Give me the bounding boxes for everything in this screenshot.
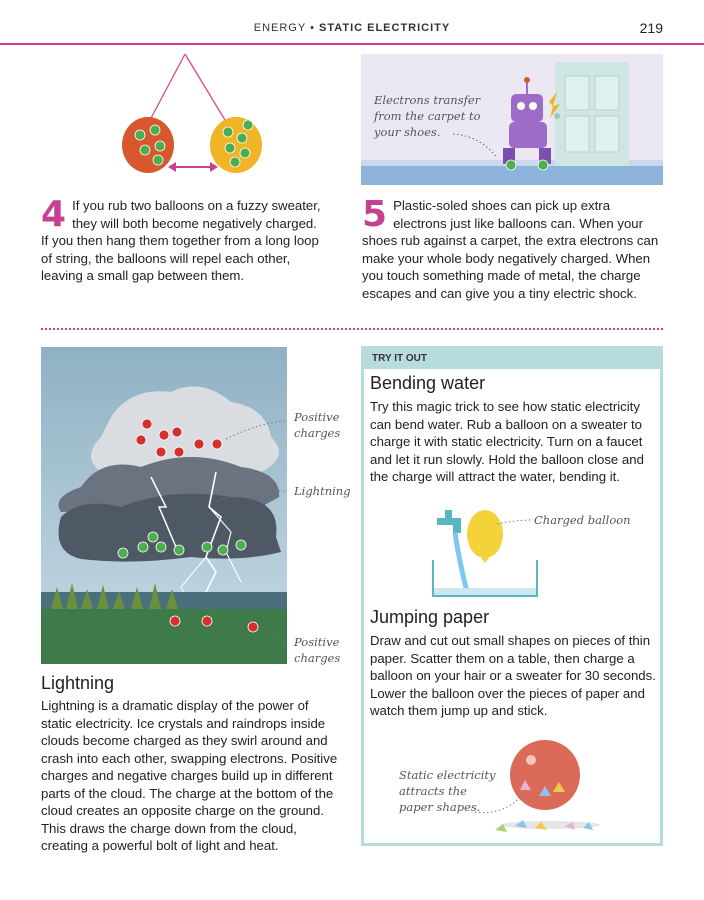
label-positive-charges-bottom: Positive charges <box>294 635 341 665</box>
header-rule <box>0 43 704 45</box>
jumping-paper-paragraph: Draw and cut out small shapes on pieces of thin paper. Scatter them on a table, then charge a balloon on your hair or a sweater for 30 seconds. Lower the balloon over the pieces of paper and watch them jump up and stick. <box>370 633 656 718</box>
bending-water-title: Bending water <box>370 373 486 393</box>
step-5-number: 5 <box>362 194 388 235</box>
lightning-storm-illustration <box>41 347 287 664</box>
section-name: ENERGY <box>253 22 306 34</box>
topic-name: STATIC ELECTRICITY <box>318 22 451 34</box>
try-it-out-heading: TRY IT OUT <box>364 349 660 369</box>
label-positive-charges-top: Positive charges <box>294 410 341 440</box>
jumping-paper-title: Jumping paper <box>370 607 490 627</box>
step-4-number: 4 <box>41 194 67 235</box>
charged-balloon-label: Charged balloon <box>534 513 631 527</box>
paper-shapes-label: Static electricity attracts the paper shapes. <box>399 768 496 814</box>
separator: • <box>310 22 315 34</box>
step-5-text: Plastic-soled shoes can pick up extra electrons just like balloons can. When your shoes rub against a carpet, the extra electrons can make your whole body negatively charged. When you touch something made of metal, the charge escapes and can give you a tiny electric shock. <box>362 198 659 301</box>
running-head <box>0 22 704 34</box>
repelling-balloons-illustration <box>110 50 280 180</box>
bending-water-illustration <box>425 500 545 600</box>
step-5-paragraph <box>362 194 665 302</box>
step-5-caption: Electrons transfer from the carpet to your shoes. <box>374 93 481 139</box>
step-4-text: If you rub two balloons on a fuzzy sweater, they will both become negatively charged. If you then hang them together from a long loop of string, the balloons will repel each other, leaving a small gap between them. <box>41 198 321 283</box>
lightning-paragraph: Lightning is a dramatic display of the power of static electricity. Ice crystals and raindrops inside clouds become charged as they swirl around and crash into each other, swapping electrons. Positive charges and negative charges build up in different parts of the cloud. The charge at the bottom of the cloud creates an opposite charge on the ground. This draws the charge down from the cloud, creating a powerful bolt of light and heat. <box>41 698 338 853</box>
lightning-title: Lightning <box>41 673 115 693</box>
step-4-paragraph <box>41 194 327 285</box>
label-lightning: Lightning <box>294 484 351 498</box>
bending-water-paragraph: Try this magic trick to see how static electricity can bend water. Rub a balloon on a sweater to charge it with static electricity. Turn on a faucet and let it run slowly. Hold the balloon close and the charge will attract the water, bending it. <box>370 399 644 484</box>
section-divider <box>41 328 663 330</box>
page-number: 219 <box>639 20 663 36</box>
